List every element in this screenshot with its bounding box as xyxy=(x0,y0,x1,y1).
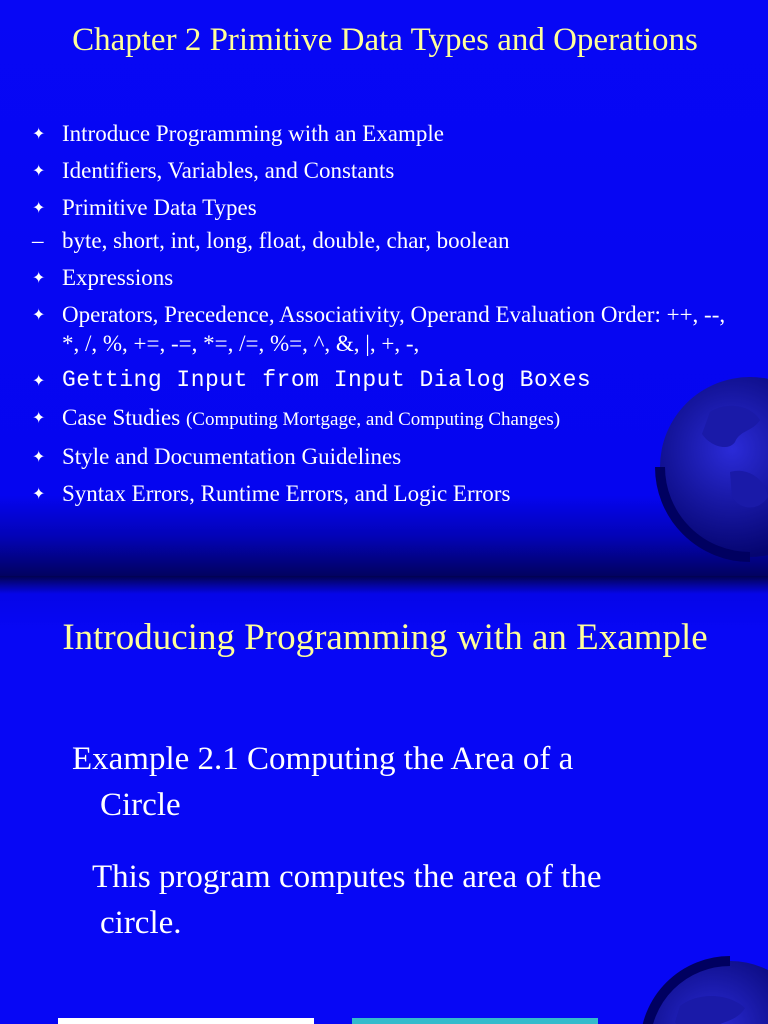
list-item-text: Operators, Precedence, Associativity, Operand Evaluation Order: ++, --, *, /, %, +=, -=, *=, /=, %=, ^, &, |, +, -, xyxy=(62,302,726,356)
case-studies-label: Case Studies xyxy=(62,405,181,430)
topic-list xyxy=(30,119,730,516)
sub-list-item-text: byte, short, int, long, float, double, char, boolean xyxy=(62,228,510,253)
list-item xyxy=(30,300,730,358)
star-bullet-icon: ✦ xyxy=(32,268,46,287)
program-description xyxy=(92,854,712,946)
list-item xyxy=(30,156,730,185)
slide-1-title: Chapter 2 Primitive Data Types and Operations xyxy=(72,22,698,58)
star-bullet-icon: ✦ xyxy=(32,371,46,390)
list-item-text: Syntax Errors, Runtime Errors, and Logic Errors xyxy=(62,481,511,506)
list-item-text: Expressions xyxy=(62,265,174,290)
teal-box xyxy=(352,1018,598,1024)
slide-2 xyxy=(0,576,768,1024)
star-bullet-icon: ✦ xyxy=(32,161,46,180)
list-item xyxy=(30,479,730,508)
list-item xyxy=(30,263,730,292)
dash-bullet-icon: – xyxy=(32,228,44,253)
star-bullet-icon: ✦ xyxy=(32,447,46,466)
example-line-1: Example 2.1 Computing the Area of a xyxy=(72,741,574,777)
list-item-text: Style and Documentation Guidelines xyxy=(62,444,402,469)
program-line-2: circle. xyxy=(100,905,182,941)
example-heading xyxy=(72,736,692,828)
list-item xyxy=(30,366,730,395)
list-item xyxy=(30,442,730,471)
star-bullet-icon: ✦ xyxy=(32,408,46,427)
star-bullet-icon: ✦ xyxy=(32,484,46,503)
list-item xyxy=(30,119,730,148)
list-item-text: Introduce Programming with an Example xyxy=(62,121,444,146)
list-item-text: Identifiers, Variables, and Constants xyxy=(62,158,395,183)
globe-icon xyxy=(620,946,768,1024)
list-item xyxy=(30,193,730,222)
list-item xyxy=(30,403,730,434)
star-bullet-icon: ✦ xyxy=(32,124,46,143)
case-studies-detail: (Computing Mortgage, and Computing Changes) xyxy=(185,409,561,430)
star-bullet-icon: ✦ xyxy=(32,198,46,217)
list-item-text: Getting Input from Input Dialog Boxes xyxy=(62,367,592,393)
slide-2-title: Introducing Programming with an Example xyxy=(62,617,708,658)
example-line-2: Circle xyxy=(100,787,181,823)
sub-list-item xyxy=(30,226,730,255)
list-item-text: Primitive Data Types xyxy=(62,195,257,220)
star-bullet-icon: ✦ xyxy=(32,305,46,324)
white-box xyxy=(58,1018,314,1024)
program-line-1: This program computes the area of the xyxy=(92,859,602,895)
